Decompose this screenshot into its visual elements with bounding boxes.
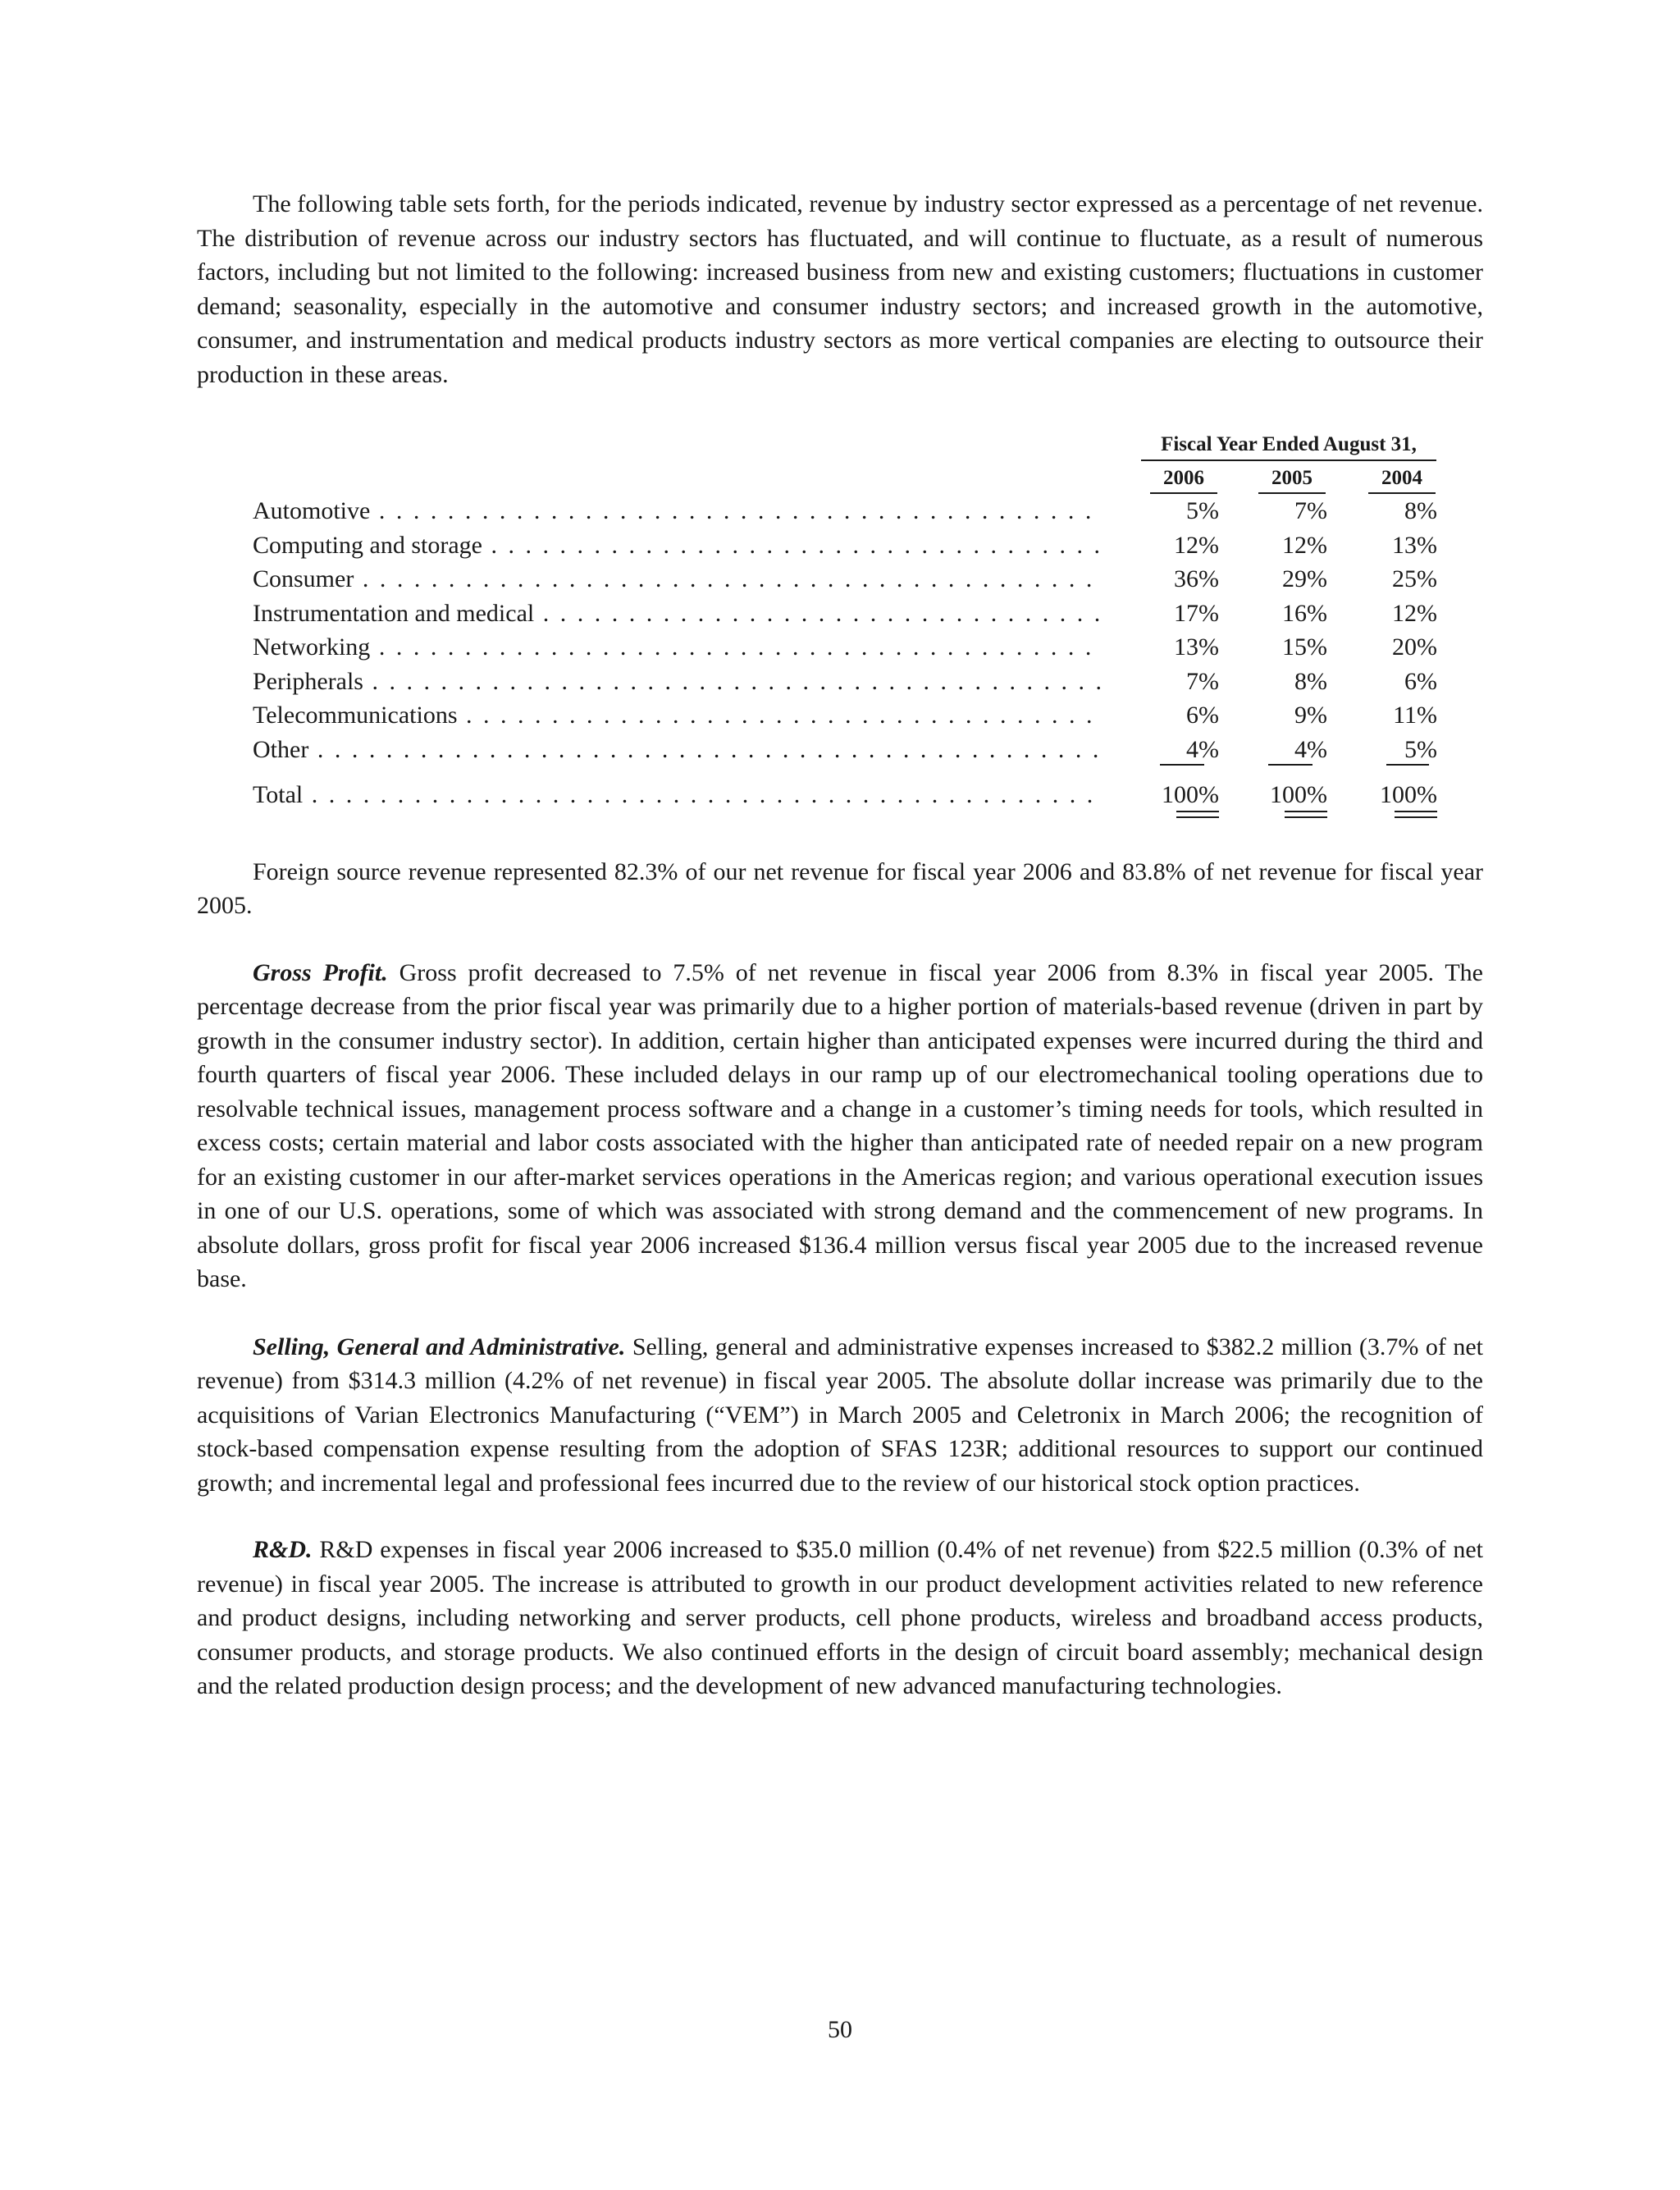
year-header-2006: 2006 <box>1150 466 1217 494</box>
subtotal-rule <box>1268 764 1312 766</box>
cell-2006: 7% <box>1186 667 1219 695</box>
cell-2005: 8% <box>1294 667 1327 695</box>
cell-value: 5% <box>1404 735 1437 763</box>
sga-paragraph <box>197 1330 1483 1501</box>
cell-2006: 36% <box>1174 565 1219 592</box>
row-label: Peripherals . . . <box>253 665 1102 699</box>
sga-heading: Selling, General and Administrative. <box>253 1333 626 1360</box>
cell-2005: 16% <box>1282 599 1327 627</box>
cell-value: 100% <box>1380 781 1437 808</box>
row-label: Networking . . . <box>253 630 1102 665</box>
cell-2005: 7% <box>1294 497 1327 524</box>
gross-profit-heading: Gross Profit. <box>253 958 388 986</box>
table-period-header: Fiscal Year Ended August 31, <box>1141 432 1436 461</box>
row-label: Computing and storage . . . <box>253 528 1102 563</box>
cell-2004 <box>1367 733 1437 767</box>
cell-value: 100% <box>1162 781 1219 808</box>
total-2005 <box>1257 778 1327 812</box>
cell-2005: 12% <box>1282 531 1327 559</box>
cell-value: 4% <box>1294 735 1327 763</box>
row-label: Other . . . <box>253 733 1102 767</box>
intro-paragraph: The following table sets forth, for the periods indicated, revenue by industry sector expressed as a percentage of net revenue. The distribution of revenue across our industry sectors has fluctuated, and will continue to fluctuate, as a result of numerous factors, including but not limited to the following: increased business from new and existing customers; fluctuations in customer demand; seasonality, especially in the automotive and consumer industry sectors; and increased growth in the automotive, consumer, and instrumentation and medical products industry sectors as more vertical companies are electing to outsource their production in these areas. <box>197 190 1483 388</box>
cell-2006 <box>1148 733 1219 767</box>
table-row <box>197 665 1483 699</box>
subtotal-rule <box>1386 764 1429 766</box>
cell-2006: 5% <box>1186 497 1219 524</box>
foreign-revenue-paragraph: Foreign source revenue represented 82.3% of our net revenue for fiscal year 2006 and 83.8% of net revenue for fiscal year 2005. <box>197 857 1483 919</box>
rnd-heading: R&D. <box>253 1536 313 1563</box>
cell-2005: 15% <box>1282 633 1327 661</box>
row-label: Telecommunications . . . <box>253 698 1102 733</box>
cell-value: 100% <box>1270 781 1327 808</box>
cell-2004: 20% <box>1392 633 1437 661</box>
table-row <box>197 630 1483 665</box>
total-label: Total . . . <box>253 778 1102 812</box>
cell-2006: 6% <box>1186 702 1219 729</box>
cell-2006: 13% <box>1174 633 1219 661</box>
cell-2004: 13% <box>1392 531 1437 559</box>
cell-2005 <box>1257 733 1327 767</box>
revenue-by-sector-table <box>197 432 1483 812</box>
total-double-rule <box>1285 811 1327 818</box>
table-row <box>197 528 1483 563</box>
table-header <box>197 432 1483 494</box>
table-row <box>197 733 1483 767</box>
row-label: Consumer . . . <box>253 562 1102 597</box>
cell-value: 4% <box>1186 735 1219 763</box>
year-header-2005: 2005 <box>1258 466 1326 494</box>
gross-profit-paragraph <box>197 956 1483 1296</box>
page-number: 50 <box>828 2016 852 2043</box>
table-row <box>197 562 1483 597</box>
total-2006 <box>1148 778 1219 812</box>
cell-2004: 6% <box>1404 667 1437 695</box>
cell-2004: 11% <box>1393 702 1437 729</box>
cell-2006: 12% <box>1174 531 1219 559</box>
row-label: Automotive . . . <box>253 494 1102 528</box>
cell-2005: 9% <box>1294 702 1327 729</box>
cell-2004: 25% <box>1392 565 1437 592</box>
rnd-paragraph <box>197 1533 1483 1703</box>
sga-text: Selling, general and administrative expenses increased to $382.2 million (3.7% of net revenue) from $314.3 million (4.2% of net revenue) in fiscal year 2005. The absolute dollar increase was primarily due to the acquisitions of Varian Electronics Manufacturing (“VEM”) in March 2005 and Celetronix in March 2006; the recognition of stock-based compensation expense resulting from the adoption of SFAS 123R; additional resources to support our continued growth; and incremental legal and professional fees incurred due to the review of our historical stock option practices. <box>197 1333 1484 1497</box>
cell-2004: 12% <box>1392 599 1437 627</box>
total-2004 <box>1367 778 1437 812</box>
table-total-row <box>197 778 1483 812</box>
table-row <box>197 597 1483 631</box>
total-double-rule <box>1395 811 1437 818</box>
row-label: Instrumentation and medical . . . <box>253 597 1102 631</box>
cell-2005: 29% <box>1282 565 1327 592</box>
rnd-text: R&D expenses in fiscal year 2006 increased to $35.0 million (0.4% of net revenue) from $22.5 million (0.3% of net revenue) in fiscal year 2005. The increase is attributed to growth in our product development activities related to new reference and product designs, including networking and server products, cell phone products, wireless and broadband access products, consumer products, and storage products. We also continued efforts in the design of circuit board assembly; mechanical design and the related production design process; and the development of new advanced manufacturing technologies. <box>197 1536 1483 1699</box>
cell-2004: 8% <box>1404 497 1437 524</box>
table-row <box>197 494 1483 528</box>
gross-profit-text: Gross profit decreased to 7.5% of net revenue in fiscal year 2006 from 8.3% in fiscal year 2005. The percentage decrease from the prior fiscal year was primarily due to a higher portion of materials-based revenue (driven in part by growth in the consumer industry sector). In addition, certain higher than anticipated expenses were incurred during the third and fourth quarters of fiscal year 2006. These included delays in our ramp up of our electromechanical tooling operations due to resolvable technical issues, management process software and a change in a customer’s timing needs for tools, which resulted in excess costs; certain material and labor costs associated with the higher than anticipated rate of needed repair on a new program for an existing customer in our after-market services operations in the Americas region; and various operational execution issues in one of our U.S. operations, some of which was associated with strong demand and the commencement of new programs. In absolute dollars, gross profit for fiscal year 2006 increased $136.4 million versus fiscal year 2005 due to the increased revenue base. <box>197 958 1483 1292</box>
year-header-2004: 2004 <box>1368 466 1436 494</box>
subtotal-rule <box>1160 764 1204 766</box>
total-double-rule <box>1176 811 1219 818</box>
table-row <box>197 698 1483 733</box>
cell-2006: 17% <box>1174 599 1219 627</box>
document-page <box>197 187 1483 1703</box>
